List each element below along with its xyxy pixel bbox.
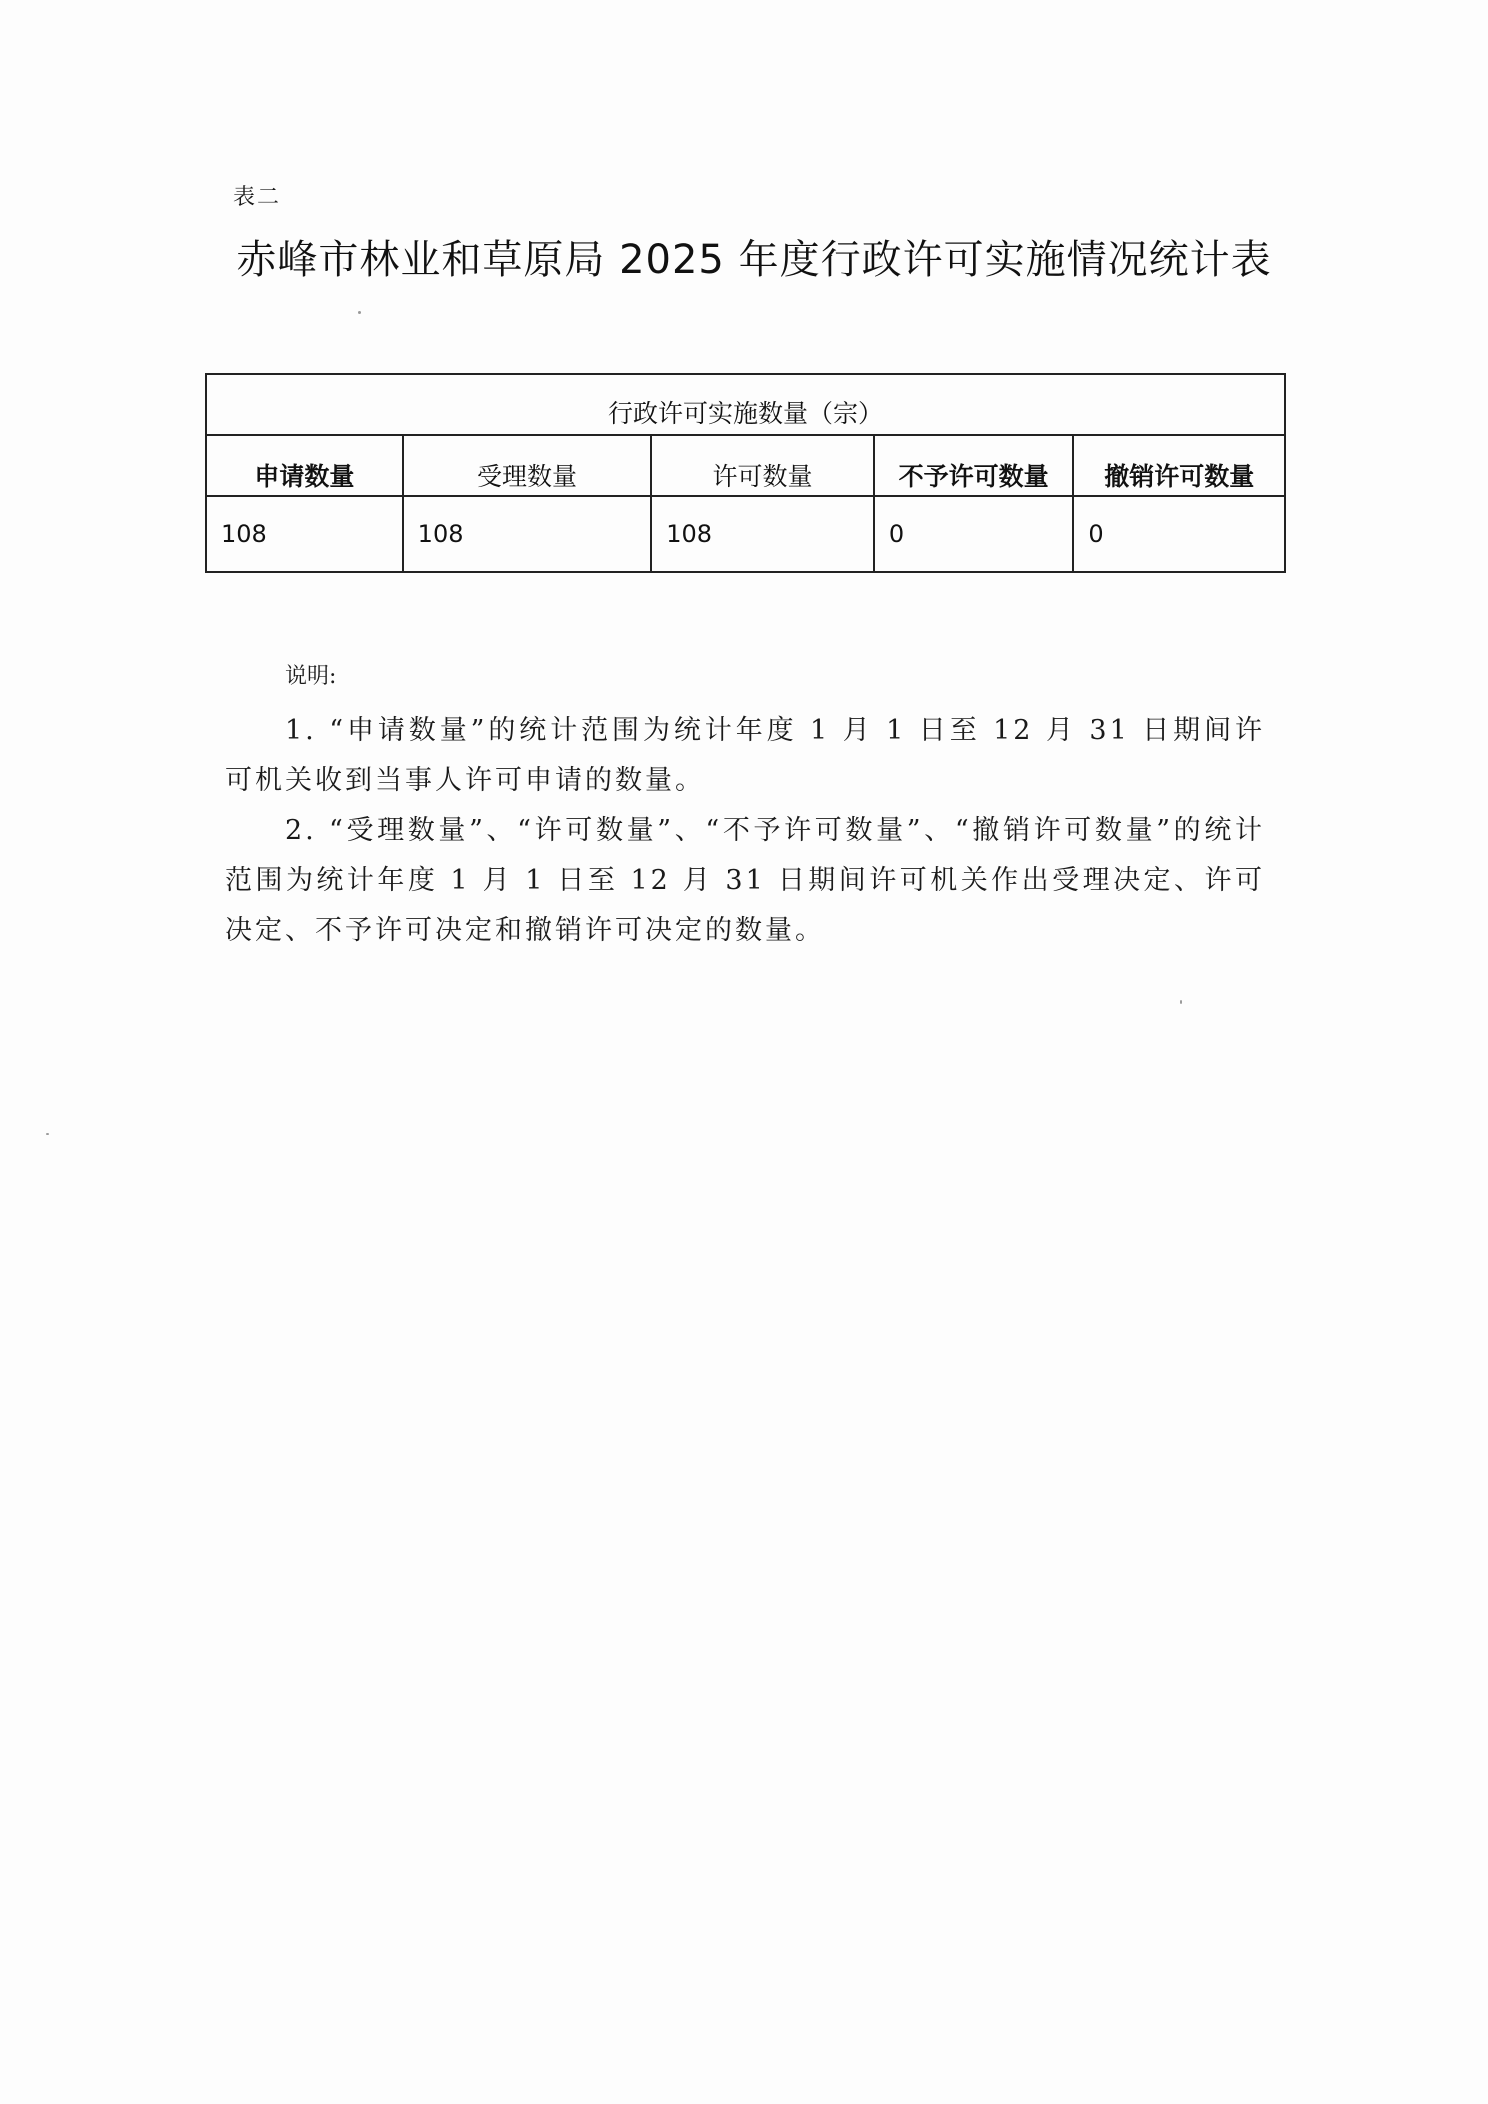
note-item-2: 2. “受理数量”、“许可数量”、“不予许可数量”、“撤销许可数量”的统计范围为统计年度 1 月 1 日至 12 月 31 日期间许可机关作出受理决定、许可决定、不予许可决定和撤销许可决定的数量。: [225, 815, 1265, 946]
cell-revoked: 0: [1073, 496, 1285, 572]
scan-speck: [1180, 1000, 1182, 1004]
note-item-1: 1. “申请数量”的统计范围为统计年度 1 月 1 日至 12 月 31 日期间许可机关收到当事人许可申请的数量。: [225, 715, 1265, 796]
document-title: 赤峰市林业和草原局 2025 年度行政许可实施情况统计表: [236, 237, 1272, 283]
table-tag: 表二: [233, 185, 282, 210]
scan-speck: [358, 311, 361, 314]
column-header-revoked: 撤销许可数量: [1073, 435, 1285, 496]
cell-denied: 0: [874, 496, 1074, 572]
table-group-header-row: [206, 374, 1285, 435]
column-header-accepted: 受理数量: [403, 435, 652, 496]
table-row: [206, 496, 1285, 572]
cell-granted: 108: [651, 496, 874, 572]
column-header-denied: 不予许可数量: [874, 435, 1074, 496]
notes-label: 说明:: [285, 664, 337, 689]
scan-speck: [46, 1133, 49, 1135]
notes-section: [225, 660, 1265, 956]
column-header-granted: 许可数量: [651, 435, 874, 496]
cell-applications: 108: [206, 496, 403, 572]
cell-accepted: 108: [403, 496, 652, 572]
statistics-table: [205, 373, 1286, 573]
column-header-applications: 申请数量: [206, 435, 403, 496]
table-group-header: 行政许可实施数量（宗）: [206, 374, 1285, 435]
table-header-row: [206, 435, 1285, 496]
